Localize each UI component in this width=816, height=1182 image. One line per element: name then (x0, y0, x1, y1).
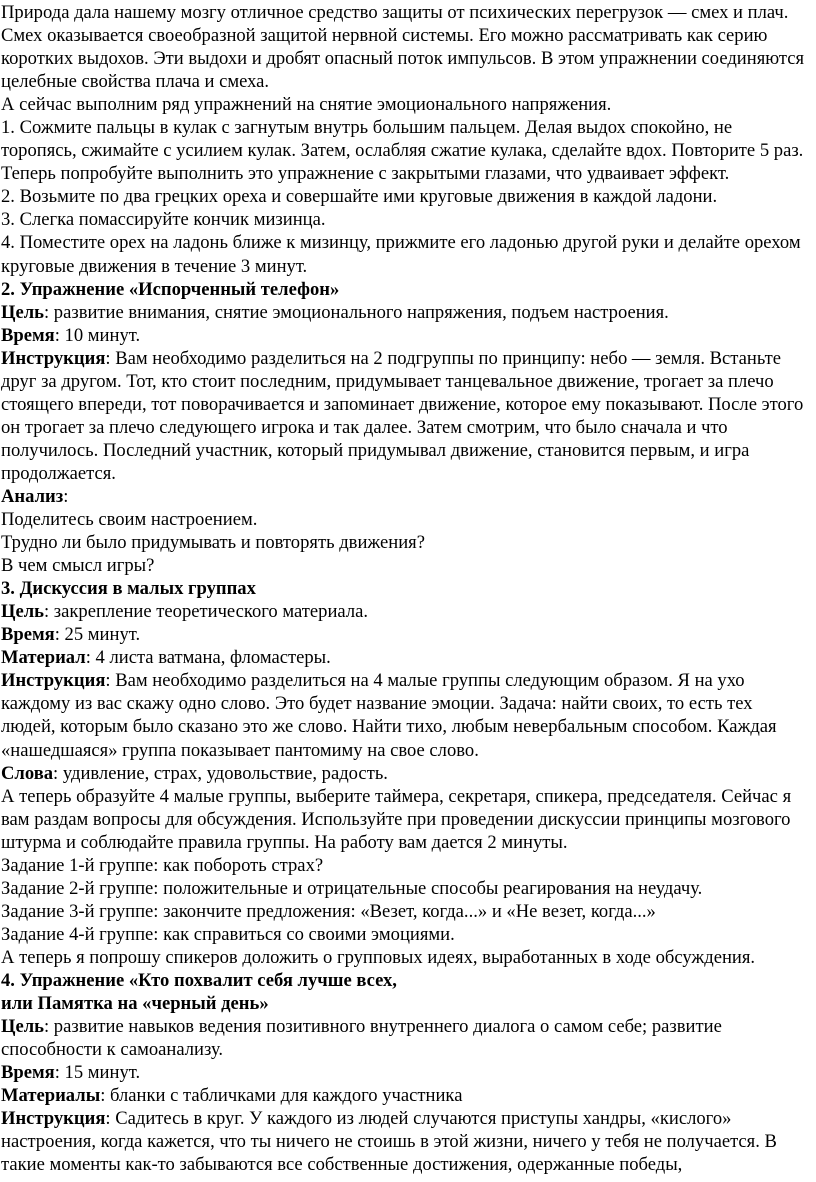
materials-text: : бланки с табличками для каждого участника (100, 1085, 463, 1107)
section-2-time (1, 324, 806, 347)
speakers-paragraph: А теперь я попрошу спикеров доложить о групповых идеях, выработанных в ходе обсуждения. (1, 946, 756, 968)
words-label: Слова (1, 762, 54, 784)
goal-label: Цель (1, 301, 44, 323)
time-label: Время (1, 1062, 55, 1084)
time-text: : 15 минут. (54, 1062, 141, 1084)
section-3-title: 3. Дискуссия в малых группах (1, 578, 256, 600)
goal-text: : закрепление теоретического материала. (43, 601, 369, 623)
instruction-text: : Вам необходимо разделиться на 2 подгруппы по принципу: небо — земля. Встаньте друг за другом. Тот, кто стоит последним, придумывает танцевальное движение, трогает за плечо стоящего впереди, тот поворачивается и запоминает движение, которое ему показывают. После этого он трогает за плечо следующего игрока и так далее. Затем смотрим, что было сначала и что получилось. Последний участник, который придумывал движение, становится первым, и игра продолжается. (1, 347, 804, 484)
exercise-item-1: 1. Сожмите пальцы в кулак с загнутым внутрь большим пальцем. Делая выдох спокойно, не торопясь, сжимайте с усилием кулак. Затем, ослабляя сжатие кулака, сделайте вдох. Повторите 5 раз. Теперь попробуйте выполнить это упражнение с закрытыми глазами, что удваивает эффект. (1, 117, 804, 185)
section-4-time (1, 1061, 806, 1084)
form-groups-paragraph: А теперь образуйте 4 малые группы, выберите таймера, секретаря, спикера, председателя. Сейчас я вам раздам вопросы для обсуждения. Используйте при проведении дискуссии принципы мозгового штурма и соблюдайте правила группы. На работу вам дается 2 минуты. (1, 785, 792, 853)
exercise-item-3: 3. Слегка помассируйте кончик мизинца. (1, 209, 326, 231)
section-2-analysis (1, 485, 806, 508)
section-3-instruction (1, 669, 806, 761)
group-task-4: Задание 4-й группе: как справиться со своими эмоциями. (1, 923, 455, 945)
group-task-2: Задание 2-й группе: положительные и отрицательные способы реагирования на неудачу. (1, 877, 703, 899)
section-2-heading (1, 278, 806, 301)
analysis-question-3: В чем смысл игры? (1, 555, 155, 577)
instruction-text: : Вам необходимо разделиться на 4 малые группы следующим образом. Я на ухо каждому из вас скажу одно слово. Это будет название эмоции. Задача: найти своих, то есть тех людей, которым было сказано это же слово. Найти тихо, любым невербальным способом. Каждая «нашедшаяся» группа показывает пантомиму на свое слово. (1, 670, 777, 761)
analysis-question-1: Поделитесь своим настроением. (1, 509, 258, 531)
instruction-label: Инструкция (1, 347, 106, 369)
exercise-item-2: 2. Возьмите по два грецких ореха и совершайте ими круговые движения в каждой ладони. (1, 186, 718, 208)
section-4-goal (1, 1015, 806, 1061)
section-3-goal (1, 600, 806, 623)
section-4-instruction (1, 1107, 806, 1176)
instruction-text: : Садитесь в круг. У каждого из людей случаются приступы хандры, «кислого» настроения, когда кажется, что ты ничего не стоишь в этой жизни, ничего у тебя не получается. В такие моменты как-то забываются все собственные достижения, одержанные победы, (1, 1108, 777, 1176)
section-4-heading (1, 969, 806, 1015)
intro-paragraph: Природа дала нашему мозгу отличное средство защиты от психических перегрузок — смех и плач. Смех оказывается своеобразной защитой нервной системы. Его можно рассматривать как серию коротких выдохов. Эти выдохи и дробят опасный поток импульсов. В этом упражнении соединяются целебные свойства плача и смеха. (1, 2, 805, 93)
materials-label: Материалы (1, 1085, 101, 1107)
goal-text: : развитие навыков ведения позитивного внутреннего диалога о самом себе; развитие способности к самоанализу. (1, 1016, 722, 1061)
section-3-time (1, 623, 806, 646)
analysis-label: Анализ (1, 485, 64, 507)
section-2-instruction (1, 347, 806, 485)
time-text: : 25 минут. (54, 624, 141, 646)
group-task-3: Задание 3-й группе: закончите предложения: «Везет, когда...» и «Не везет, когда...» (1, 900, 656, 922)
time-label: Время (1, 324, 55, 346)
material-label: Материал (1, 647, 86, 669)
group-task-1: Задание 1-й группе: как побороть страх? (1, 854, 324, 876)
section-2-title: 2. Упражнение «Испорченный телефон» (1, 278, 340, 300)
analysis-question-2: Трудно ли было придумывать и повторять движения? (1, 532, 425, 554)
words-text: : удивление, страх, удовольствие, радость. (53, 762, 388, 784)
goal-label: Цель (1, 1016, 44, 1038)
time-text: : 10 минут. (54, 324, 141, 346)
material-text: : 4 листа ватмана, фломастеры. (85, 647, 331, 669)
section-4-materials (1, 1084, 806, 1107)
section-4-title-line-1: 4. Упражнение «Кто похвалит себя лучше всех, (1, 969, 397, 991)
goal-text: : развитие внимания, снятие эмоционального напряжения, подъем настроения. (43, 301, 669, 323)
instruction-label: Инструкция (1, 1108, 106, 1130)
exercises-intro: А сейчас выполним ряд упражнений на снятие эмоционального напряжения. (1, 94, 612, 116)
section-3-material (1, 646, 806, 669)
analysis-colon: : (63, 485, 69, 507)
section-2-goal (1, 301, 806, 324)
instruction-label: Инструкция (1, 670, 106, 692)
section-4-title-line-2: или Памятка на «черный день» (1, 993, 269, 1015)
goal-label: Цель (1, 601, 44, 623)
section-3-heading (1, 577, 806, 600)
exercise-item-4: 4. Поместите орех на ладонь ближе к мизинцу, прижмите его ладонью другой руки и делайте орехом круговые движения в течение 3 минут. (1, 232, 801, 277)
time-label: Время (1, 624, 55, 646)
section-3-words (1, 762, 806, 785)
